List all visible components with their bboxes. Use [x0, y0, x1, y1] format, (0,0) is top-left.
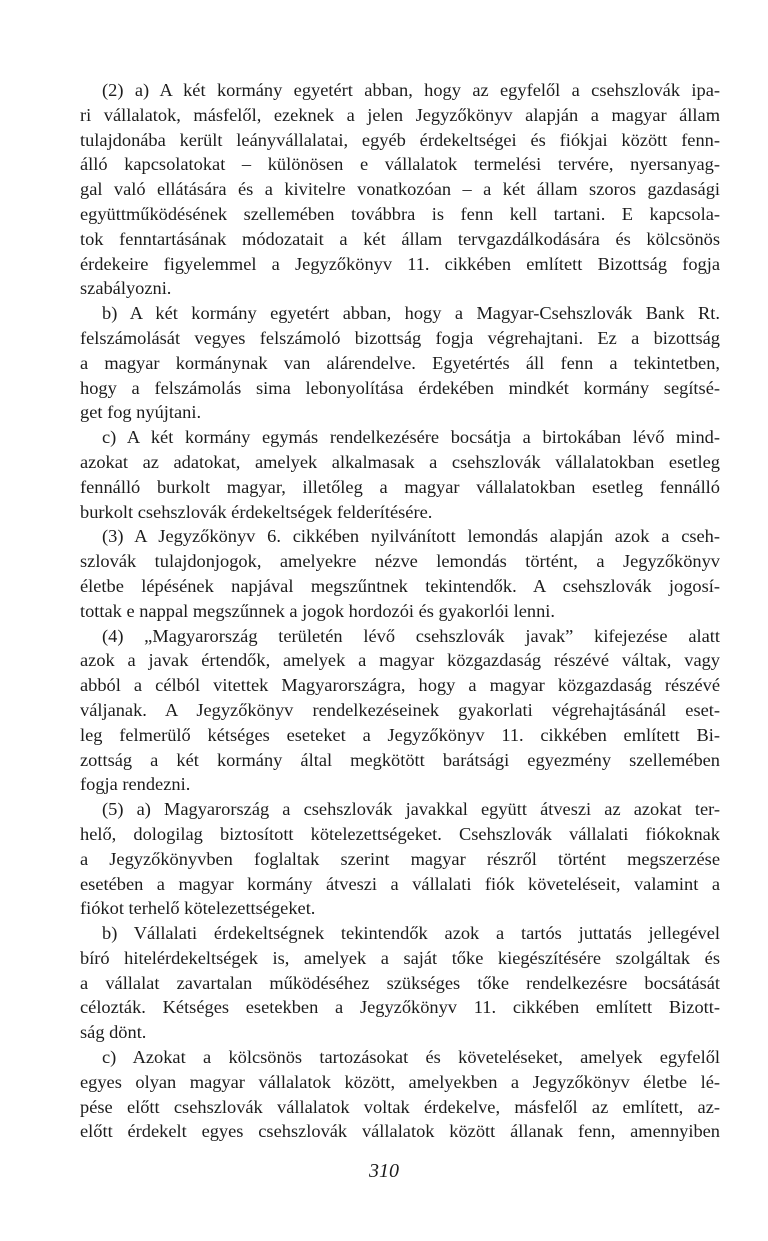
- text-line: a magyar kormánynak van alárendelve. Egyetértés áll fenn a tekintetben,: [80, 352, 720, 373]
- text-line: (2) a) A két kormány egyetért abban, hogy az egyfelől a csehszlovák ipa-: [102, 80, 720, 100]
- text-line: életbe lépésének napjával megszűntnek tekintendők. A csehszlovák jogosí-: [80, 575, 720, 596]
- text-line: ság dönt.: [80, 1022, 147, 1043]
- text-line: célozták. Kétséges esetekben a Jegyzőkönyv 11. cikkében említett Bizott-: [80, 997, 720, 1018]
- document-body: [80, 78, 720, 1144]
- text-line: azok a javak értendők, amelyek a magyar közgazdaság részévé váltak, vagy: [80, 650, 720, 671]
- text-line: leg felmerülő kétséges eseteket a Jegyzőkönyv 11. cikkében említett Bi-: [80, 724, 720, 745]
- text-line: tok fenntartásának módozatait a két állam tervgazdálkodására és kölcsönös: [80, 228, 720, 249]
- text-line: gal való ellátására és a kivitelre vonatkozóan – a két állam szoros gazdasági: [80, 179, 720, 200]
- text-line: váljanak. A Jegyzőkönyv rendelkezéseinek gyakorlati végrehajtásánál eset-: [80, 699, 720, 720]
- text-line: érdekeire figyelemmel a Jegyzőkönyv 11. cikkében említett Bizottság fogja: [80, 253, 720, 274]
- text-line: esetében a magyar kormány átveszi a vállalati fiók követeléseit, valamint a: [80, 873, 720, 894]
- text-line: tottak e nappal megszűnnek a jogok hordozói és gyakorlói lenni.: [80, 600, 555, 621]
- page-number: 310: [369, 1160, 399, 1182]
- text-line: egyes olyan magyar vállalatok között, amelyekben a Jegyzőkönyv életbe lé-: [80, 1071, 720, 1092]
- text-line: (4) „Magyarország területén lévő csehszlovák javak” kifejezése alatt: [102, 625, 720, 646]
- text-line: zottság a két kormány által megkötött barátsági egyezmény szellemében: [80, 749, 720, 770]
- text-line: c) Azokat a kölcsönös tartozásokat és követeléseket, amelyek egyfelől: [102, 1047, 720, 1068]
- text-line: előtt érdekelt egyes csehszlovák vállalatok között állanak fenn, amennyiben: [80, 1121, 720, 1142]
- text-line: b) A két kormány egyetért abban, hogy a Magyar-Csehszlovák Bank Rt.: [102, 303, 720, 324]
- text-line: pése előtt csehszlovák vállalatok voltak érdekelve, másfelől az említett, az-: [80, 1096, 720, 1117]
- text-line: a vállalat zavartalan működéséhez szükséges tőke rendelkezésre bocsátását: [80, 972, 720, 993]
- text-line: b) Vállalati érdekeltségnek tekintendők azok a tartós juttatás jellegével: [102, 923, 720, 944]
- text-line: szabályozni.: [80, 278, 172, 299]
- text-line: fiókot terhelő kötelezettségeket.: [80, 898, 316, 919]
- text-line: álló kapcsolatokat – különösen e vállalatok termelési tervére, nyersanyag-: [80, 154, 720, 175]
- text-line: abból a célból vitettek Magyarországra, hogy a magyar közgazdaság részévé: [80, 675, 720, 696]
- text-line: felszámolását vegyes felszámoló bizottság fogja végrehajtani. Ez a bizottság: [80, 327, 720, 348]
- text-line: fogja rendezni.: [80, 774, 191, 795]
- text-line: fennálló burkolt magyar, illetőleg a magyar vállalatokban esetleg fennálló: [80, 476, 720, 497]
- text-line: szlovák tulajdonjogok, amelyekre nézve lemondás történt, a Jegyzőkönyv: [80, 551, 720, 572]
- text-line: helő, dologilag biztosított kötelezettségeket. Csehszlovák vállalati fiókoknak: [80, 823, 720, 844]
- text-line: hogy a felszámolás sima lebonyolítása érdekében mindkét kormány segítsé-: [80, 377, 720, 398]
- text-line: ri vállalatok, másfelől, ezeknek a jelen Jegyzőkönyv alapján a magyar állam: [80, 104, 720, 125]
- text-line: azokat az adatokat, amelyek alkalmasak a csehszlovák vállalatokban esetleg: [80, 451, 720, 472]
- text-line: tulajdonába került leányvállalatai, egyéb érdekeltségei és fiókjai között fenn-: [80, 129, 720, 150]
- text-line: (3) A Jegyzőkönyv 6. cikkében nyilvánított lemondás alapján azok a cseh-: [102, 526, 720, 547]
- text-line: a Jegyzőkönyvben foglaltak szerint magyar részről történt megszerzése: [80, 848, 720, 869]
- text-line: get fog nyújtani.: [80, 402, 202, 423]
- text-line: együttműködésének szellemében továbbra is fenn kell tartani. E kapcsola-: [80, 203, 720, 224]
- text-line: burkolt csehszlovák érdekeltségek felderítésére.: [80, 501, 433, 522]
- text-line: c) A két kormány egymás rendelkezésére bocsátja a birtokában lévő mind-: [102, 427, 720, 448]
- text-line: (5) a) Magyarország a csehszlovák javakkal együtt átveszi az azokat ter-: [102, 799, 720, 820]
- text-line: bíró hitelérdekeltségek is, amelyek a saját tőke kiegészítésére szolgáltak és: [80, 947, 720, 968]
